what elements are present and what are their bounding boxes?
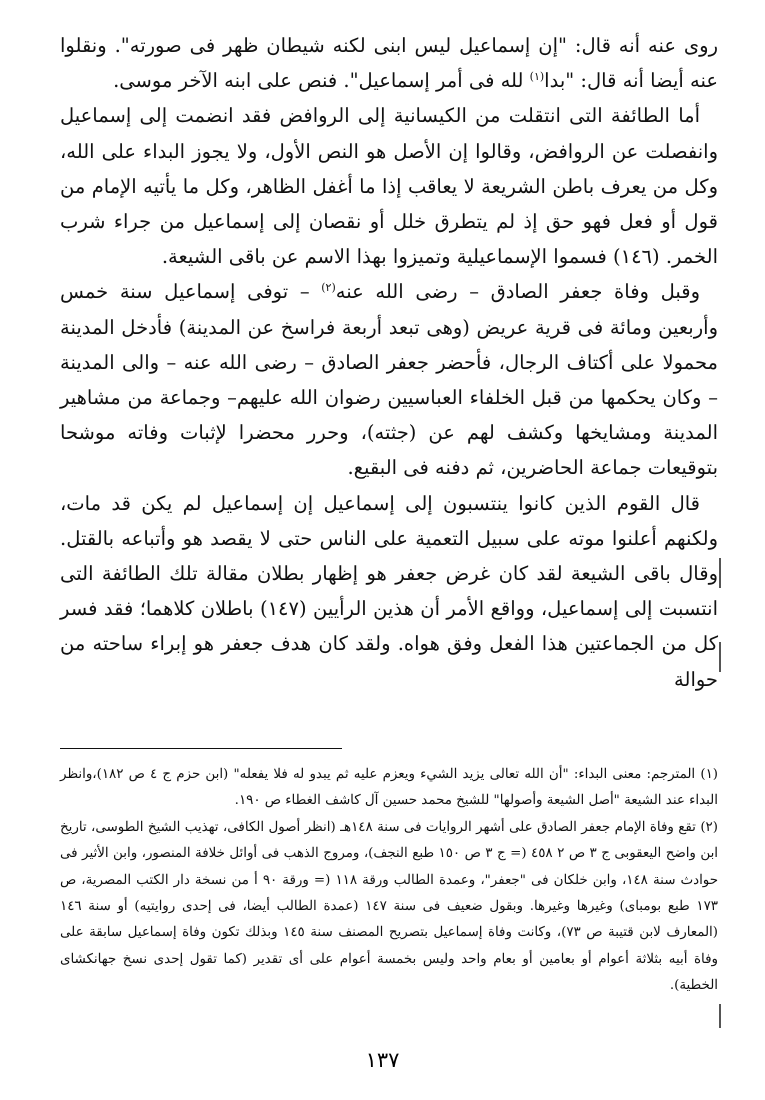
paragraph-1-text-b: لله فى أمر إسماعيل". فنص على ابنه الآخر موسى. (113, 69, 530, 93)
paragraph-1-text-a: روى عنه أنه قال: "إن إسماعيل ليس ابنى لكنه شيطان ظهر فى صورته". ونقلوا عنه أيضا أنه قال: "بدا (60, 34, 718, 93)
page-number: ١٣٧ (365, 1048, 400, 1072)
footnote-ref-2: (٢) (321, 281, 336, 295)
margin-mark (719, 1004, 721, 1028)
margin-mark (719, 642, 721, 672)
footnote-ref-1: (١) (529, 70, 545, 84)
paragraph-3-text-a: وقبل وفاة جعفر الصادق – رضى الله عنه (335, 280, 700, 304)
paragraph-3-text-b: – توفى إسماعيل سنة خمس وأربعين ومائة فى قرية عريض (وهى تبعد أربعة فراسخ عن المدينة) فأدخل المدينة محمولا على أكتاف الرجال، فأحضر جعفر الصادق – رضى الله عنه – والى المدينة – وكان يحكمها من قبل الخلفاء العباسيين رضوان الله عليهم– وجماعة من مشاهير المدينة ومشايخها وكشف لهم عن (جثته)، وحرر محضرا لإثبات وفاته موشحا بتوقيعات جماعة الحاضرين، ثم دفنه فى البقيع. (60, 280, 718, 480)
paragraph-2: أما الطائفة التى انتقلت من الكيسانية إلى الروافض فقد انضمت إلى إسماعيل وانفصلت عن الروافض، وقالوا إن الأصل هو النص الأول، ولا يجوز البداء على الله، وكل من يعرف باطن الشريعة لا يعاقب إذا ما أغفل الظاهر، وكل ما يأتيه الإمام من قول أو فعل فهو حق إذ لم يتطرق خلل أو نقصان إلى إسماعيل من جراء شرب الخمر. (١٤٦) فسموا الإسماعيلية وتميزوا بهذا الاسم عن باقى الشيعة. (60, 104, 718, 269)
footnote-1: (١) المترجم: معنى البداء: "أن الله تعالى يزيد الشيء ويعزم عليه ثم يبدو له فلا يفعله" (ابن حزم ج ٤ ص ١٨٢)،وانظر البداء عند الشيعة "أصل الشيعة وأصولها" للشيخ محمد حسين آل كاشف الغطاء ص ١٩٠. (60, 767, 719, 809)
body-text (60, 28, 718, 697)
page (60, 28, 719, 994)
footnote-2: (٢) تقع وفاة الإمام جعفر الصادق على أشهر الروايات فى سنة ١٤٨هـ (انظر أصول الكافى، تهذيب الشيخ الطوسى، تاريخ ابن واضح اليعقوبى ج ٣ ص ٢ ٤٥٨ (= ج ٣ ص ١٥٠ طبع النجف)، ومروج الذهب فى أوائل خلافة المنصور، وابن الأثير فى حوادث سنة ١٤٨، وابن خلكان فى "جعفر"، وعمدة الطالب ورقة ١١٨ (= ورقة ٩٠ أ من نسخة دار الكتب المصرية، ص ١٧٣ طبع بومباى) وغيرها وغيرها. وبقول ضعيف فى سنة ١٤٧ (عمدة الطالب أيضا، فى إحدى روايتيه) أو سنة ١٤٦ (المعارف لابن قتيبة ص ٧٣)، وكانت وفاة إسماعيل بتصريح المصنف سنة ١٤٥ وبذلك تكون وفاة إسماعيل سابقة على وفاة أبيه بثلاثة أعوام أو بعامين أو بعام واحد وليس بخمسة أعوام على أى تقدير (كما تقول إحدى نسخ جهانكشاى الخطية). (60, 819, 719, 994)
footnotes (60, 762, 718, 1000)
margin-mark (719, 558, 721, 588)
paragraph-1 (60, 28, 718, 98)
paragraph-3 (60, 274, 718, 485)
paragraph-4: قال القوم الذين كانوا ينتسبون إلى إسماعيل إن إسماعيل لم يكن قد مات، ولكنهم أعلنوا موته على سبيل التعمية على الناس حتى لا يقصد هو وأتباعه بالقتل. وقال باقى الشيعة لقد كان غرض جعفر هو إظهار بطلان مقالة تلك الطائفة التى انتسبت إلى إسماعيل، وواقع الأمر أن هذين الرأيين (١٤٧) باطلان كلاهما؛ فقد فسر كل من الجماعتين هذا الفعل وفق هواه. ولقد كان هدف جعفر هو إبراء ساحته من حوالة (60, 491, 718, 691)
footnote-separator (60, 748, 342, 749)
